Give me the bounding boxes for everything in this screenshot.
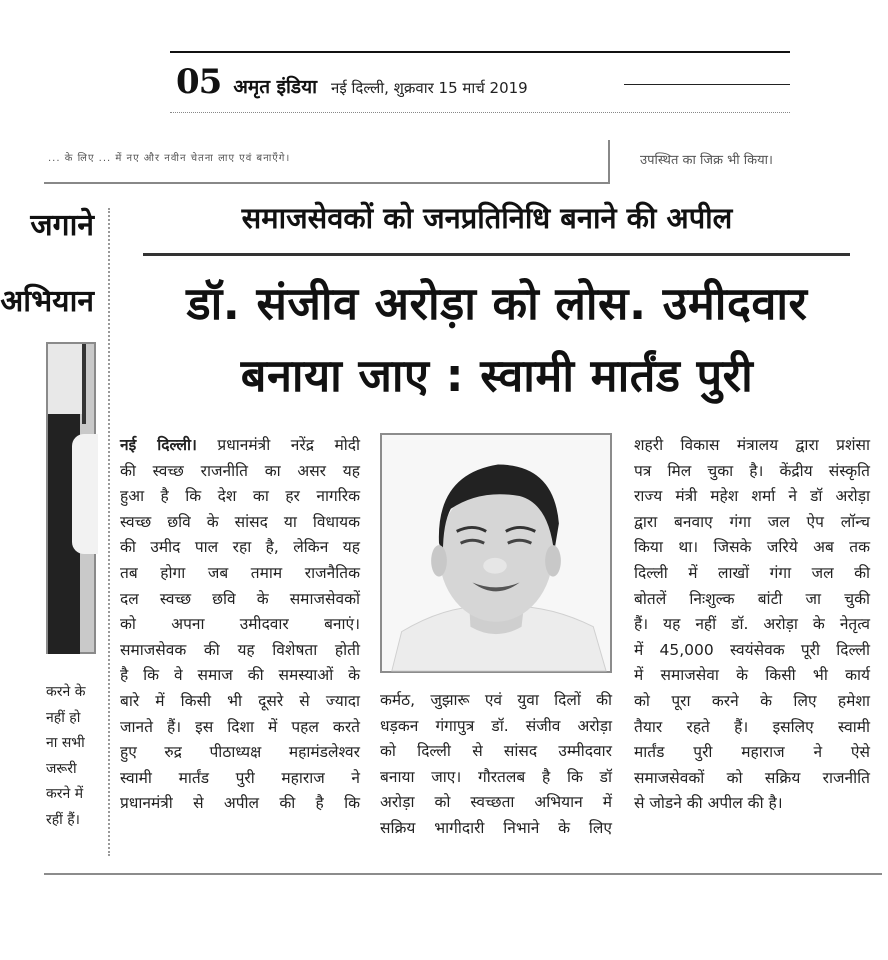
column-line: बोतलें निःशुल्क बांटी जा चुकी <box>634 589 870 608</box>
column-line: हुए रुद्र पीठाध्यक्ष महामंडलेश्वर <box>120 743 360 762</box>
adjacent-headline-line-2: अभियान <box>0 284 94 319</box>
previous-story-text-right: उपस्थित का जिक्र भी किया। <box>640 153 773 168</box>
column-line: स्वामी मार्तंड पुरी महाराज ने <box>120 768 360 787</box>
column-line: की स्वच्छ राजनीति का असर यह <box>120 461 360 480</box>
column-line: की उमीद पाल रहा है, लेकिन यह <box>120 538 360 557</box>
kicker-underline <box>143 253 850 256</box>
column-line: हुआ है कि देश का हर नागरिक <box>120 487 360 506</box>
page-number: 05 <box>176 62 222 102</box>
article-kicker: समाजसेवकों को जनप्रतिनिधि बनाने की अपील <box>241 201 733 235</box>
column-line: धड़कन गंगापुत्र डॉ. संजीव अरोड़ा <box>380 716 612 735</box>
column-line: को अपना उमीदवार बनाएं। <box>120 615 360 634</box>
column-line: में समाजसेवा के किसी भी कार्य <box>634 666 870 685</box>
column-line: में 45,000 स्वयंसेवक पूरी दिल्ली <box>634 640 870 659</box>
newspaper-name: अमृत इंडिया <box>233 76 318 98</box>
column-line: को दिल्ली से सांसद उम्मीदवार <box>380 742 612 761</box>
masthead-bottom-rule <box>170 112 790 113</box>
column-line: बनाया जाए। गौरतलब है कि डॉ <box>380 767 612 786</box>
adjacent-headline-line-1: जगाने <box>30 208 94 243</box>
adjacent-text-line: करने में <box>46 786 84 802</box>
column-line: प्रधानमंत्री से अपील की है कि <box>120 794 360 813</box>
masthead <box>176 62 528 102</box>
column-line: है कि वे समाज की समस्याओं के <box>120 666 360 685</box>
column-line: दिल्ली में लाखों गंगा जल की <box>634 563 870 582</box>
adjacent-text-line: ना सभी <box>46 735 85 751</box>
article-column-2 <box>380 688 612 842</box>
issue-dateline: नई दिल्ली, शुक्रवार 15 मार्च 2019 <box>331 79 528 97</box>
bottom-rule <box>44 873 882 875</box>
column-line: राज्य मंत्री महेश शर्मा ने डॉ अरोड़ा <box>634 487 870 506</box>
masthead-tail-rule <box>624 84 790 85</box>
column-line: बारे में किसी भी दूसरे से ज्यादा <box>120 691 360 710</box>
portrait-photo <box>380 433 612 673</box>
adjacent-story-photo <box>46 342 96 654</box>
column-line: से जोडने की अपील की है। <box>634 794 783 813</box>
column-line: शहरी विकास मंत्रालय द्वारा प्रशंसा <box>634 436 870 454</box>
article-dateline: नई दिल्ली। <box>120 436 197 454</box>
adjacent-text-line: करने के <box>46 684 86 700</box>
column-line: द्वारा बनवाए गंगा जल ऐप लॉन्च <box>634 512 870 531</box>
column-line: दल स्वच्छ छवि के समाजसेवकों <box>120 589 360 608</box>
column-line: समाजसेवकों को सक्रिय राजनीति <box>634 768 870 787</box>
column-line: तैयार रहते हैं। इसलिए स्वामी <box>634 717 870 736</box>
column-line: मार्तंड पुरी महाराज ने ऐसे <box>634 743 870 762</box>
column-line: हैं। यह नहीं डॉ. अरोड़ा के नेतृत्व <box>634 615 870 634</box>
column-line: किया था। जिसके जरिये अब तक <box>634 538 870 557</box>
masthead-top-rule <box>170 51 790 53</box>
adjacent-story-text <box>46 680 96 833</box>
column-line <box>120 433 360 459</box>
adjacent-text-line: रहीं हैं। <box>46 811 80 828</box>
portrait-illustration <box>382 435 610 671</box>
adjacent-text-line: नहीं हो <box>46 709 81 726</box>
column-line-text: प्रधानमंत्री नरेंद्र मोदी <box>196 436 360 454</box>
column-line: को पूरा करने के लिए हमेशा <box>634 691 870 710</box>
adjacent-text-line: जरूरी <box>46 760 77 777</box>
article-column-3 <box>634 433 870 817</box>
column-line: कर्मठ, जुझारू एवं युवा दिलों की <box>380 691 612 709</box>
column-line: सक्रिय भागीदारी निभाने के लिए <box>380 818 612 837</box>
column-line: समाजसेवक की यह विशेषता होती <box>120 640 360 659</box>
column-divider <box>108 208 110 856</box>
article-headline-line-2: बनाया जाए : स्वामी मार्तंड पुरी <box>240 349 754 402</box>
column-line: स्वच्छ छवि के सांसद या विधायक <box>120 512 360 531</box>
column-line: पत्र मिल चुका है। केंद्रीय संस्कृति <box>634 461 870 480</box>
previous-story-text-left: ... के लिए ... में नए और नवीन चेतना लाए एवं बनाएँगे। <box>48 153 291 164</box>
column-line: अरोड़ा को स्वच्छता अभियान में <box>380 793 612 812</box>
article-column-1 <box>120 433 360 817</box>
column-line: तब होगा जब तमाम राजनैतिक <box>120 563 360 582</box>
article-headline-line-1: डॉ. संजीव अरोड़ा को लोस. उमीदवार <box>186 277 808 330</box>
column-line: जानते हैं। इस दिशा में पहल करते <box>120 717 360 736</box>
